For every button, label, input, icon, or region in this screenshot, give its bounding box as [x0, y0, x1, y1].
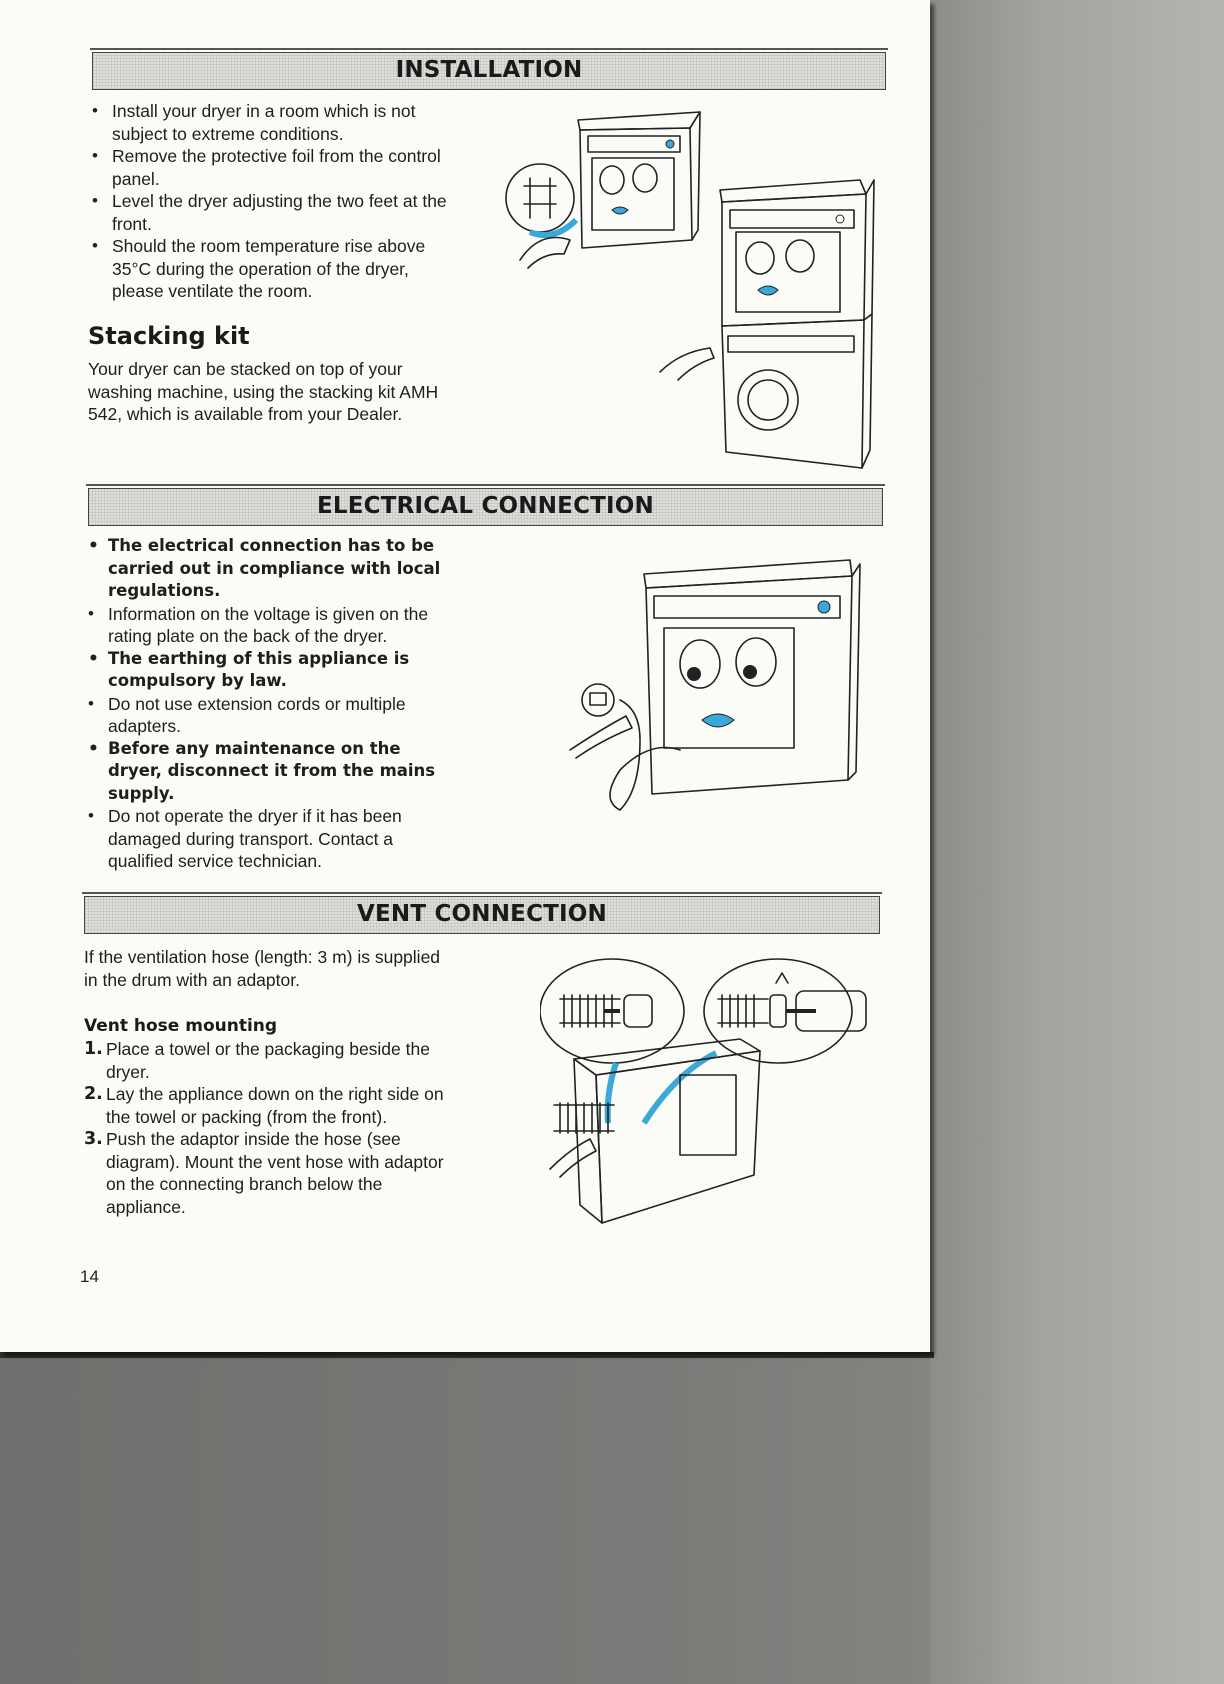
electrical-item: • Before any maintenance on the dryer, disconnect it from the mains supply. — [86, 738, 456, 806]
vent-step-text: Push the adaptor inside the hose (see diagram). Mount the vent hose with adaptor on the connecting branch below the appliance. — [106, 1129, 444, 1217]
installation-banner — [92, 52, 886, 90]
installation-item: • Level the dryer adjusting the two feet at the front. — [90, 190, 460, 235]
vent-hose-illustration — [540, 955, 880, 1245]
vent-subtitle: Vent hose mounting — [84, 1016, 278, 1036]
installation-list — [90, 100, 460, 303]
electrical-item: • The earthing of this appliance is compulsory by law. — [86, 648, 456, 693]
vent-step-number: 3. — [84, 1129, 103, 1149]
stacking-text: Your dryer can be stacked on top of your washing machine, using the stacking kit AMH 542, which is available from your Dealer. — [88, 359, 439, 424]
electrical-item: • The electrical connection has to be carried out in compliance with local regulations. — [86, 535, 456, 603]
vent-title: VENT CONNECTION — [356, 901, 608, 927]
vent-step — [84, 1083, 456, 1128]
vent-step-text: Place a towel or the packaging beside the dryer. — [106, 1039, 430, 1082]
electrical-item: • Information on the voltage is given on the rating plate on the back of the dryer. — [86, 603, 456, 648]
vent-step — [84, 1128, 456, 1218]
installation-item: • Should the room temperature rise above 35°C during the operation of the dryer, please ventilate the room. — [90, 235, 460, 303]
vent-intro: If the ventilation hose (length: 3 m) is supplied in the drum with an adaptor. — [84, 947, 441, 990]
installation-title: INSTALLATION — [395, 57, 583, 83]
installation-item: • Remove the protective foil from the control panel. — [90, 145, 460, 190]
electrical-banner — [88, 488, 883, 526]
dryer-plug-illustration — [560, 550, 880, 830]
vent-step-text: Lay the appliance down on the right side on the towel or packing (from the front). — [106, 1084, 444, 1127]
electrical-list — [86, 535, 456, 873]
vent-step-number: 2. — [84, 1084, 103, 1104]
electrical-title: ELECTRICAL CONNECTION — [316, 493, 655, 519]
page-number: 14 — [80, 1267, 99, 1286]
vent-step — [84, 1038, 456, 1083]
level-dryer-drawing — [506, 112, 700, 268]
vent-steps — [84, 1038, 456, 1218]
vent-banner — [84, 896, 880, 934]
installation-item: • Install your dryer in a room which is not subject to extreme conditions. — [90, 100, 460, 145]
stacking-heading: Stacking kit — [88, 322, 250, 350]
scanner-background-right — [930, 0, 1224, 1684]
page-edge-shadow — [0, 1352, 934, 1358]
electrical-item: • Do not operate the dryer if it has been damaged during transport. Contact a qualified service technician. — [86, 805, 456, 873]
electrical-item: • Do not use extension cords or multiple adapters. — [86, 693, 456, 738]
stacked-dryer-illustration — [500, 100, 890, 485]
vent-step-number: 1. — [84, 1039, 103, 1059]
